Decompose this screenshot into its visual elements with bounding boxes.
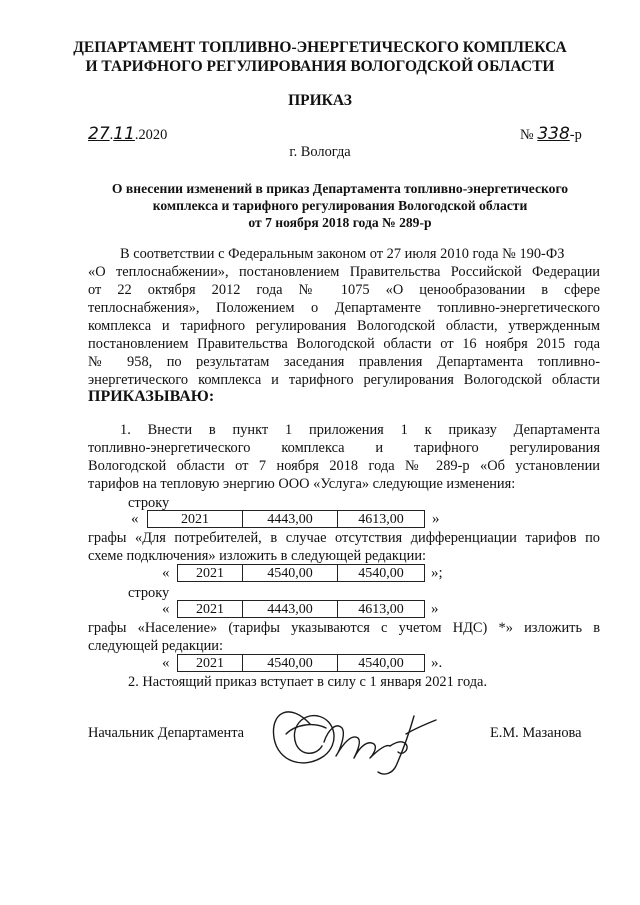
row-close-quote: » <box>432 511 440 527</box>
date-month: 11 <box>113 124 135 144</box>
row-value1-cell: 4540,00 <box>242 564 338 582</box>
row-label: строку <box>128 585 170 601</box>
preamble-line: «О теплоснабжении», постановлением Правительства Российской Федерации <box>88 264 600 280</box>
signatory-position: Начальник Департамента <box>88 725 245 741</box>
item1-line: тарифов на тепловую энергию ООО «Услуга» следующие изменения: <box>88 476 516 492</box>
row-label: строку <box>128 495 170 511</box>
date-day: 27 <box>88 124 110 144</box>
item1-line: Вологодской области от 7 ноября 2018 года № 289-р «Об установлении <box>88 458 600 474</box>
item1-line: 1. Внести в пункт 1 приложения 1 к приказу Департамента <box>120 422 600 438</box>
subject-line-3: от 7 ноября 2018 года № 289-р <box>248 215 432 230</box>
row-value1-cell: 4443,00 <box>242 510 338 528</box>
graph-consumers-line: графы «Для потребителей, в случае отсутствия дифференциации тарифов по <box>88 530 600 546</box>
row-open-quote: « <box>162 565 170 581</box>
row-year-cell: 2021 <box>147 510 243 528</box>
tariff-row <box>0 510 640 530</box>
row-value2-cell: 4540,00 <box>337 564 425 582</box>
row-close-quote: » <box>431 601 439 617</box>
row-open-quote: « <box>162 601 170 617</box>
handwritten-signature <box>266 694 440 778</box>
number-prefix: № <box>520 127 534 143</box>
preamble-line: энергетического комплекса и тарифного регулирования Вологодской области <box>88 372 600 388</box>
tariff-row <box>0 600 640 620</box>
graph-consumers-line: схеме подключения» изложить в следующей редакции: <box>88 548 427 564</box>
item1-line: топливно-энергетического комплекса и тарифного регулирования <box>88 440 600 456</box>
row-value2-cell: 4613,00 <box>337 510 425 528</box>
row-open-quote: « <box>162 655 170 671</box>
row-year-cell: 2021 <box>177 564 243 582</box>
order-number <box>520 124 582 144</box>
row-close-quote: ». <box>431 655 443 671</box>
row-close-quote: »; <box>431 565 443 581</box>
row-value2-cell: 4540,00 <box>337 654 425 672</box>
subject-line-2: комплекса и тарифного регулирования Вологодской области <box>152 198 528 213</box>
row-open-quote: « <box>131 511 139 527</box>
number-value: 338 <box>537 124 570 144</box>
preamble-line: постановлением Правительства Вологодской области от 16 ноября 2015 года <box>88 336 600 352</box>
preamble-line: теплоснабжения», Положением о Департаменте топливно-энергетического <box>88 300 600 316</box>
order-date <box>88 124 167 144</box>
date-year: .2020 <box>134 127 168 143</box>
preamble-line: комплекса и тарифного регулирования Вологодской области, утвержденным <box>88 318 600 334</box>
tariff-row <box>0 564 640 584</box>
preamble-line: от 22 октября 2012 года № 1075 «О ценообразовании в сфере <box>88 282 600 298</box>
city: г. Вологда <box>289 144 351 160</box>
subject-line-1: О внесении изменений в приказ Департамента топливно-энергетического <box>111 181 569 196</box>
graph-population-line: следующей редакции: <box>88 638 223 654</box>
date-separator: . <box>109 127 114 143</box>
signatory-name: Е.М. Мазанова <box>490 725 582 741</box>
preamble-line: № 958, по результатам заседания правления Департамента топливно- <box>88 354 600 370</box>
item2-text: 2. Настоящий приказ вступает в силу с 1 января 2021 года. <box>128 674 488 690</box>
row-value1-cell: 4443,00 <box>242 600 338 618</box>
row-value2-cell: 4613,00 <box>337 600 425 618</box>
signature-icon <box>266 694 440 778</box>
graph-population-line: графы «Население» (тарифы указываются с учетом НДС) *» изложить в <box>88 620 600 636</box>
department-name-line-1: ДЕПАРТАМЕНТ ТОПЛИВНО-ЭНЕРГЕТИЧЕСКОГО КОМПЛЕКСА <box>73 39 567 56</box>
row-year-cell: 2021 <box>177 654 243 672</box>
department-name-line-2: И ТАРИФНОГО РЕГУЛИРОВАНИЯ ВОЛОГОДСКОЙ ОБЛАСТИ <box>85 58 555 75</box>
preamble-line: В соответствии с Федеральным законом от 27 июля 2010 года № 190-ФЗ <box>120 246 565 262</box>
tariff-row <box>0 654 640 674</box>
row-value1-cell: 4540,00 <box>242 654 338 672</box>
document-title: ПРИКАЗ <box>288 92 352 109</box>
order-word: ПРИКАЗЫВАЮ: <box>88 388 215 405</box>
row-year-cell: 2021 <box>177 600 243 618</box>
number-suffix: -р <box>569 127 582 143</box>
